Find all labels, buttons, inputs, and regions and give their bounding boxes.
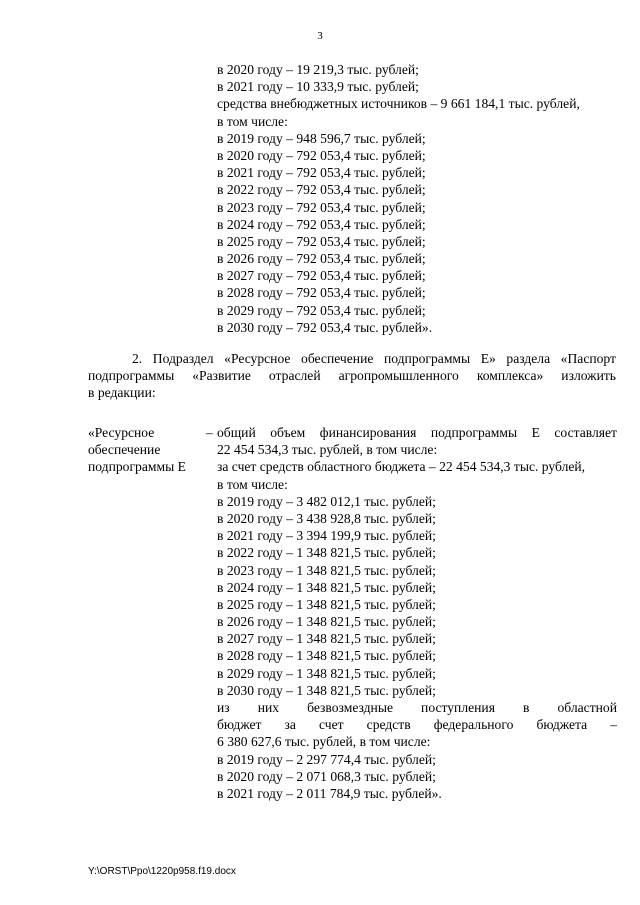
label-line: подпрограммы Е	[88, 459, 186, 475]
value-line: в 2028 году – 1 348 821,5 тыс. рублей;	[217, 648, 436, 664]
value-line: в 2026 году – 1 348 821,5 тыс. рублей;	[217, 614, 436, 630]
paragraph-line: подпрограммы «Развитие отраслей агропромышленного комплекса» изложить	[88, 368, 616, 384]
list-item: в 2025 году – 792 053,4 тыс. рублей;	[217, 233, 426, 249]
list-item: в 2022 году – 792 053,4 тыс. рублей;	[217, 182, 426, 198]
list-item: в 2024 году – 792 053,4 тыс. рублей;	[217, 216, 426, 232]
value-line: в 2025 году – 1 348 821,5 тыс. рублей;	[217, 596, 436, 612]
label-line: «Ресурсное	[88, 425, 155, 440]
list-item: средства внебюджетных источников – 9 661 184,1 тыс. рублей,	[217, 96, 580, 112]
value-line: в 2020 году – 2 071 068,3 тыс. рублей;	[217, 768, 436, 784]
file-path-footer: Y:\ORST\Ppo\1220p958.f19.docx	[88, 866, 236, 877]
value-line: в 2029 году – 1 348 821,5 тыс. рублей;	[217, 665, 436, 681]
value-line: из них безвозмездные поступления в областной	[217, 700, 617, 715]
page-number: 3	[317, 30, 323, 42]
value-line: в 2019 году – 2 297 774,4 тыс. рублей;	[217, 751, 436, 767]
list-item: в 2028 году – 792 053,4 тыс. рублей;	[217, 285, 426, 301]
list-item: в 2029 году – 792 053,4 тыс. рублей;	[217, 302, 426, 318]
list-item: в 2027 году – 792 053,4 тыс. рублей;	[217, 268, 426, 284]
list-item: в том числе:	[217, 113, 288, 129]
list-item: в 2020 году – 792 053,4 тыс. рублей;	[217, 147, 426, 163]
value-line: в 2024 году – 1 348 821,5 тыс. рублей;	[217, 579, 436, 595]
list-item: в 2020 году – 19 219,3 тыс. рублей;	[217, 62, 419, 77]
value-line: 6 380 627,6 тыс. рублей, в том числе:	[217, 734, 431, 750]
value-line: бюджет за счет средств федерального бюджета –	[217, 717, 617, 733]
list-item: в 2023 году – 792 053,4 тыс. рублей;	[217, 199, 426, 215]
value-line: общий объем финансирования подпрограммы Е составляет	[217, 425, 617, 440]
list-item: в 2019 году – 948 596,7 тыс. рублей;	[217, 130, 426, 146]
label-dash: –	[206, 425, 213, 440]
section-label	[88, 424, 218, 476]
list-item: в 2021 году – 792 053,4 тыс. рублей;	[217, 165, 426, 181]
value-line: в 2027 году – 1 348 821,5 тыс. рублей;	[217, 631, 436, 647]
value-line: в 2021 году – 3 394 199,9 тыс. рублей;	[217, 528, 436, 544]
value-line: в 2022 году – 1 348 821,5 тыс. рублей;	[217, 545, 436, 561]
label-line: обеспечение	[88, 442, 161, 458]
value-line: в том числе:	[217, 476, 288, 492]
funding-by-year-list	[217, 61, 617, 336]
list-item: в 2030 году – 792 053,4 тыс. рублей».	[217, 319, 433, 335]
paragraph-2	[88, 350, 616, 402]
value-line: в 2019 году – 3 482 012,1 тыс. рублей;	[217, 493, 436, 509]
list-item: в 2026 году – 792 053,4 тыс. рублей;	[217, 251, 426, 267]
value-line: за счет средств областного бюджета – 22 454 534,3 тыс. рублей,	[217, 459, 586, 475]
value-line: в 2030 году – 1 348 821,5 тыс. рублей;	[217, 682, 436, 698]
value-line: 22 454 534,3 тыс. рублей, в том числе:	[217, 442, 438, 458]
value-line: в 2020 году – 3 438 928,8 тыс. рублей;	[217, 510, 436, 526]
paragraph-line: в редакции:	[88, 385, 156, 401]
list-item: в 2021 году – 10 333,9 тыс. рублей;	[217, 79, 419, 95]
value-line: в 2023 году – 1 348 821,5 тыс. рублей;	[217, 562, 436, 578]
paragraph-line: 2. Подраздел «Ресурсное обеспечение подпрограммы Е» раздела «Паспорт	[132, 351, 616, 366]
section-value	[217, 424, 617, 802]
value-line: в 2021 году – 2 011 784,9 тыс. рублей».	[217, 785, 442, 801]
